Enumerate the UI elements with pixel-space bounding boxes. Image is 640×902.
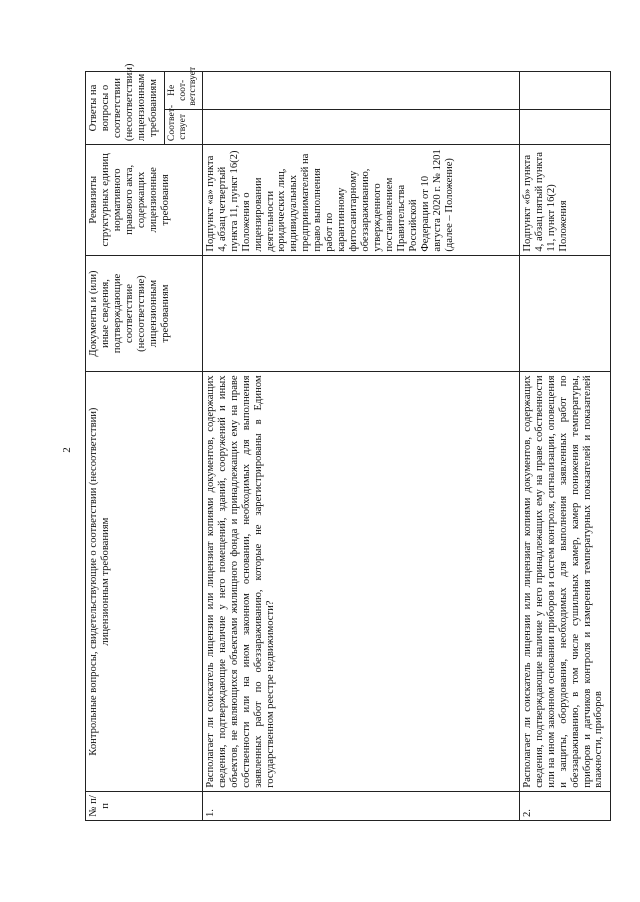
row-match — [519, 109, 610, 144]
table-header-row — [86, 72, 165, 821]
row-number: 2. — [519, 791, 610, 820]
row-question: Располагает ли соискатель лицензии или лицензиат копиями документов, содержащих сведения, подтверждающие наличие у него помещений, зданий, сооружений и иных объектов, не являющихся объектами жилищного фонда и принадлежащих ему на праве собственности или на ином законном основании, необходимых для выполнения заявленных работ по обеззараживанию, которые не зарегистрированы в Едином государственном реестре недвижимости? — [202, 372, 519, 791]
header-documents: Документы и (или) иные сведения, подтверждающие соответствие (несоответствие) лицензионным требованиям — [86, 255, 203, 372]
header-question: Контрольные вопросы, свидетельствующие о соответствии (несоответствии) лицензионным требованиям — [86, 372, 203, 791]
header-requisites: Реквизиты структурных единиц нормативного правового акта, содержащих лицензионные требования — [86, 145, 203, 256]
table-row — [519, 72, 610, 821]
row-no-match — [519, 72, 610, 110]
row-number: 1. — [202, 791, 519, 820]
row-documents — [202, 255, 519, 372]
table-row — [202, 72, 519, 821]
page-number: 2 — [60, 447, 73, 453]
header-number: № п/п — [86, 791, 203, 820]
row-no-match — [202, 72, 519, 110]
license-checklist-table — [85, 63, 611, 821]
row-documents — [519, 255, 610, 372]
row-requisites: Подпункт «а» пункта 4, абзац четвертый пункта 11, пункт 16(2) Положения о лицензировании деятельности юридических лиц, индивидуальных предпринимателей на право выполнения работ по карантинному фитосанитарному обеззараживанию, утвержденного постановлением Правительства Российской Федерации от 10 августа 2020 г. № 1201 (далее – Положение) — [202, 145, 519, 256]
row-match — [202, 109, 519, 144]
rotated-page-content — [85, 63, 611, 821]
row-requisites: Подпункт «б» пункта 4, абзац пятый пункта 11, пункт 16(2) Положения — [519, 145, 610, 256]
header-no-match: Не соот- ветствует — [165, 72, 203, 110]
header-match: Соответ- ствует — [165, 109, 203, 144]
row-question: Располагает ли соискатель лицензии или лицензиат копиями документов, содержащих сведения, подтверждающие наличие у него принадлежащих ему на праве собственности или на ином законном основании приборов и систем контроля, сигнализации, оповещения и защиты, оборудования, необходимых для выполнения заявленных работ по обеззараживанию, в том числе сушильных камер, камер понижения температуры, приборов и датчиков контроля и измерения температурных показателей и показателей влажности, приборов — [519, 372, 610, 791]
header-answers: Ответы на вопросы о соответствии (несоответствии) лицензионным требованиям — [86, 72, 165, 145]
